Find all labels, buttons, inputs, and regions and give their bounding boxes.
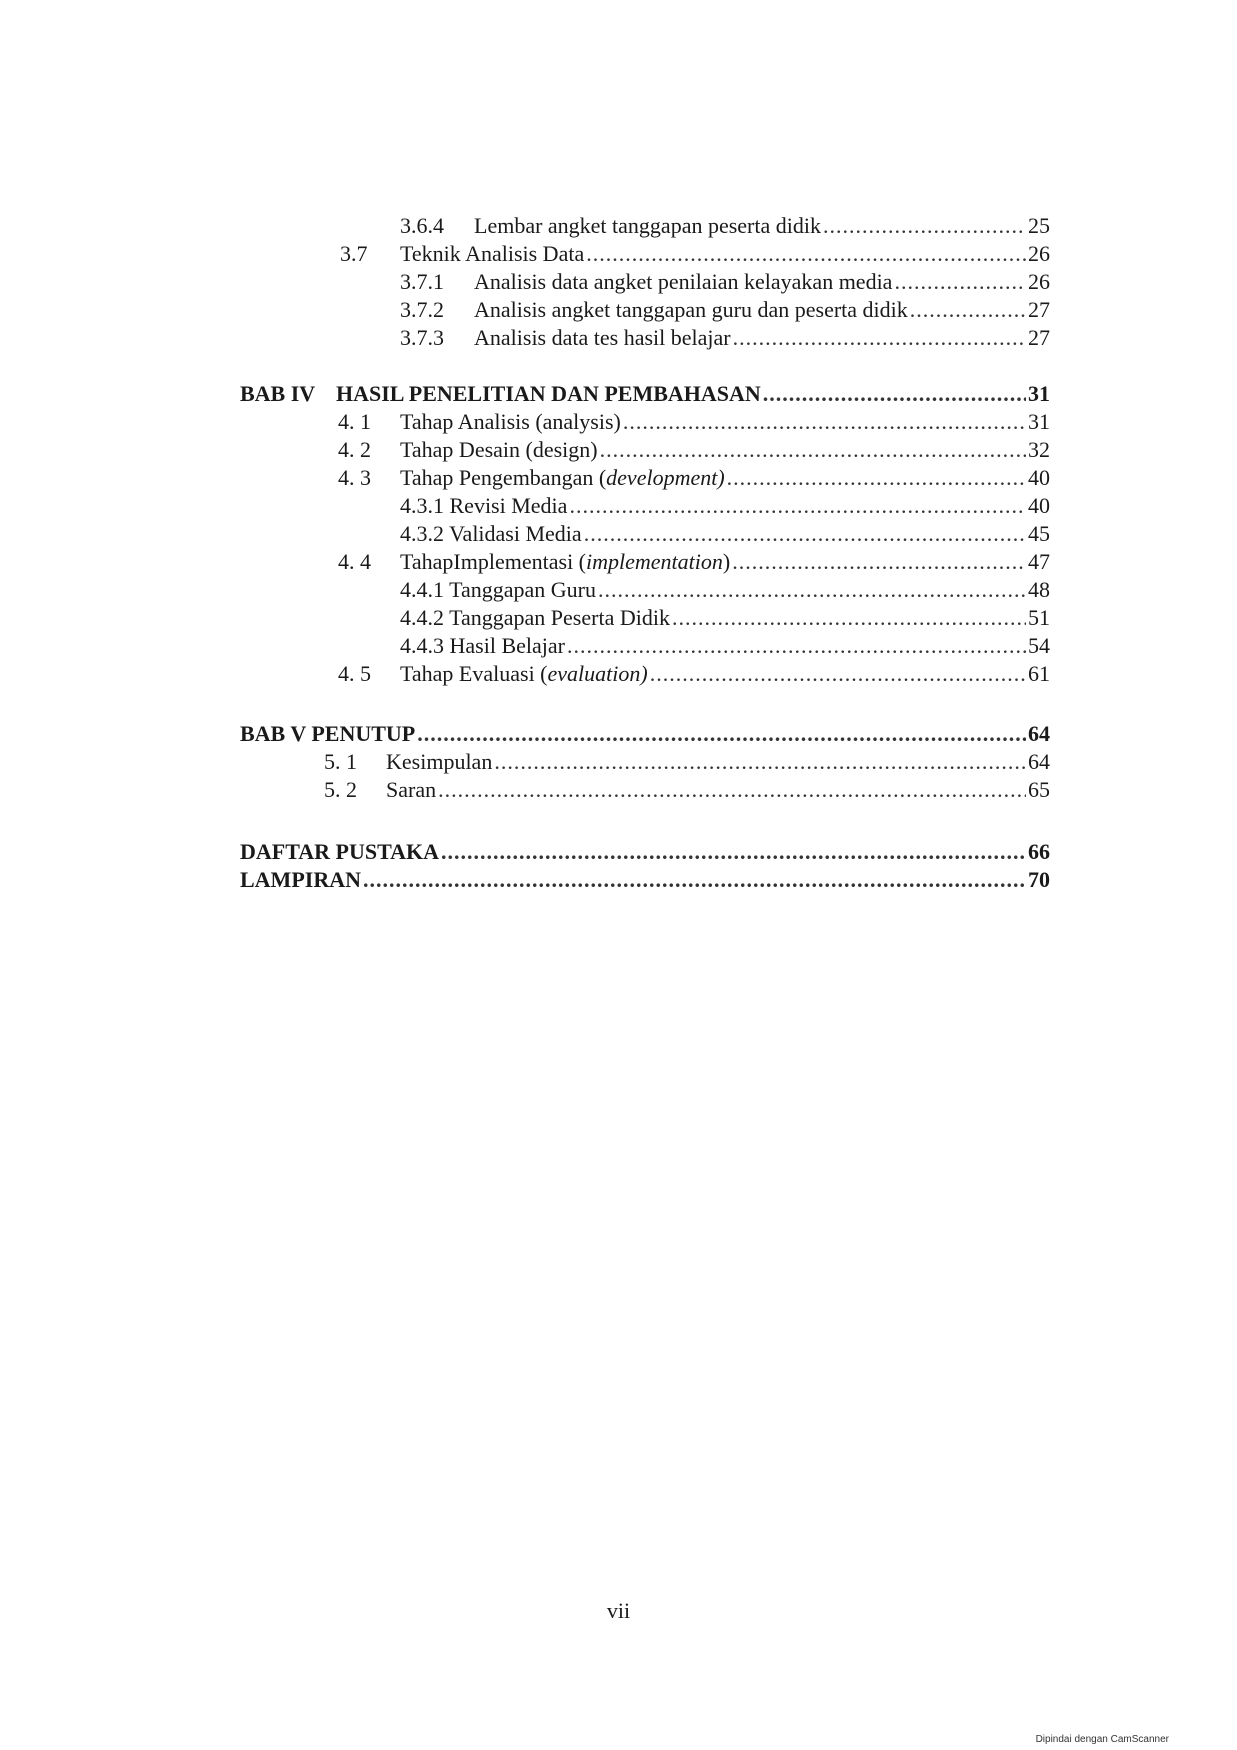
- toc-label: [400, 547, 730, 577]
- toc-label: 4.3.1 Revisi Media: [400, 493, 568, 518]
- toc-entry: [338, 547, 1050, 577]
- toc-leader: [733, 323, 1026, 353]
- toc-leader: [586, 239, 1026, 269]
- toc-label: 4.4.2 Tanggapan Peserta Didik: [400, 605, 670, 630]
- toc-number: 4. 3: [338, 465, 371, 490]
- toc-entry: [400, 211, 1050, 241]
- page-number: vii: [606, 1598, 631, 1623]
- toc-number: 3.7.1: [400, 269, 444, 294]
- toc-entry: [338, 463, 1050, 493]
- toc-chapter: [240, 865, 1050, 895]
- toc-leader: [567, 631, 1026, 661]
- toc-entry: [400, 323, 1050, 353]
- toc-page: 65: [1028, 777, 1050, 802]
- toc-leader: [732, 547, 1026, 577]
- toc-label-plain: Tahap Evaluasi (: [400, 661, 548, 686]
- toc-number: 4. 1: [338, 409, 371, 434]
- toc-page: 25: [1028, 213, 1050, 238]
- toc-label: Analisis data angket penilaian kelayakan media: [474, 269, 893, 294]
- toc-number: 3.7: [340, 241, 368, 266]
- toc-label: 4.4.1 Tanggapan Guru: [400, 577, 597, 602]
- toc-page: 47: [1028, 549, 1050, 574]
- toc-chapter: [240, 837, 1050, 867]
- toc-leader: [598, 575, 1026, 605]
- toc-label: HASIL PENELITIAN DAN PEMBAHASAN: [336, 381, 761, 406]
- toc-page: 48: [1028, 577, 1050, 602]
- toc-chapter: [240, 719, 1050, 749]
- toc-page: 61: [1028, 661, 1050, 686]
- toc-label-italic: development): [606, 465, 725, 490]
- toc-entry: [400, 575, 1050, 605]
- toc-number: 5. 1: [324, 749, 357, 774]
- toc-entry: [324, 747, 1050, 777]
- toc-leader: [584, 519, 1026, 549]
- toc-entry: [400, 603, 1050, 633]
- toc-page: 40: [1028, 465, 1050, 490]
- toc-page: 51: [1028, 605, 1050, 630]
- toc-label: BAB V PENUTUP: [240, 721, 416, 746]
- toc-leader: [600, 435, 1026, 465]
- toc-page: 27: [1028, 297, 1050, 322]
- toc-label-plain: TahapImplementasi (: [400, 549, 587, 574]
- toc-label-italic: evaluation): [547, 661, 648, 686]
- toc-entry: [338, 407, 1050, 437]
- toc-entry: [338, 435, 1050, 465]
- toc-label: Tahap Analisis (analysis): [400, 409, 621, 434]
- toc-label: Saran: [386, 777, 437, 802]
- toc-entry: [400, 295, 1050, 325]
- toc-leader: [623, 407, 1026, 437]
- toc-page: 31: [1028, 409, 1050, 434]
- toc-page: 26: [1028, 241, 1050, 266]
- toc-label: Kesimpulan: [386, 749, 493, 774]
- toc-number: 4. 4: [338, 549, 371, 574]
- toc-number: 4. 5: [338, 661, 371, 686]
- toc-entry: [324, 775, 1050, 805]
- toc-label: Analisis data tes hasil belajar: [474, 325, 731, 350]
- toc-number: 3.6.4: [400, 213, 444, 238]
- toc-label: Analisis angket tanggapan guru dan peserta didik: [474, 297, 908, 322]
- toc-page: 45: [1028, 521, 1050, 546]
- toc-label: LAMPIRAN: [240, 867, 361, 892]
- toc-label-italic: implementation: [586, 549, 723, 574]
- toc-entry: [400, 631, 1050, 661]
- toc-page: 27: [1028, 325, 1050, 350]
- toc-entry: [400, 519, 1050, 549]
- toc-label: DAFTAR PUSTAKA: [240, 839, 440, 864]
- toc-label: [400, 463, 725, 493]
- toc-leader: [910, 295, 1026, 325]
- toc-leader: [727, 463, 1026, 493]
- toc-leader: [363, 865, 1026, 895]
- toc-leader: [650, 659, 1026, 689]
- toc-entry: [340, 239, 1050, 269]
- toc-label: 4.3.2 Validasi Media: [400, 521, 582, 546]
- toc-page: 70: [1028, 867, 1050, 892]
- toc-leader: [763, 379, 1026, 409]
- toc-entry: [338, 659, 1050, 689]
- toc-number: 4. 2: [338, 437, 371, 462]
- toc-page: 32: [1028, 437, 1050, 462]
- toc-label-plain: Tahap Pengembangan (: [400, 465, 607, 490]
- toc-page: 66: [1028, 839, 1050, 864]
- toc-page: 64: [1028, 721, 1050, 746]
- toc-page: 26: [1028, 269, 1050, 294]
- toc-leader: [438, 775, 1026, 805]
- toc-entry: [400, 491, 1050, 521]
- toc-page: 54: [1028, 633, 1050, 658]
- toc-number: 3.7.2: [400, 297, 444, 322]
- toc-page: 40: [1028, 493, 1050, 518]
- toc-number: BAB IV: [240, 381, 316, 406]
- toc-chapter: [240, 379, 1050, 409]
- toc-leader: [417, 719, 1026, 749]
- toc-label-close: ): [722, 549, 731, 574]
- toc-page: 31: [1028, 381, 1050, 406]
- toc-label: 4.4.3 Hasil Belajar: [400, 633, 565, 658]
- toc-leader: [672, 603, 1026, 633]
- toc-label: Tahap Desain (design): [400, 437, 598, 462]
- toc-number: 3.7.3: [400, 325, 444, 350]
- toc-leader: [894, 267, 1026, 297]
- toc-leader: [823, 211, 1026, 241]
- toc-label: Lembar angket tanggapan peserta didik: [474, 213, 821, 238]
- scanner-watermark: Dipindai dengan CamScanner: [1035, 1734, 1169, 1745]
- toc-entry: [400, 267, 1050, 297]
- toc-label: Teknik Analisis Data: [400, 241, 585, 266]
- toc-number: 5. 2: [324, 777, 357, 802]
- toc-label: [400, 659, 648, 689]
- toc-leader: [569, 491, 1026, 521]
- toc-leader: [441, 837, 1026, 867]
- toc-page: 64: [1028, 749, 1050, 774]
- toc-leader: [494, 747, 1026, 777]
